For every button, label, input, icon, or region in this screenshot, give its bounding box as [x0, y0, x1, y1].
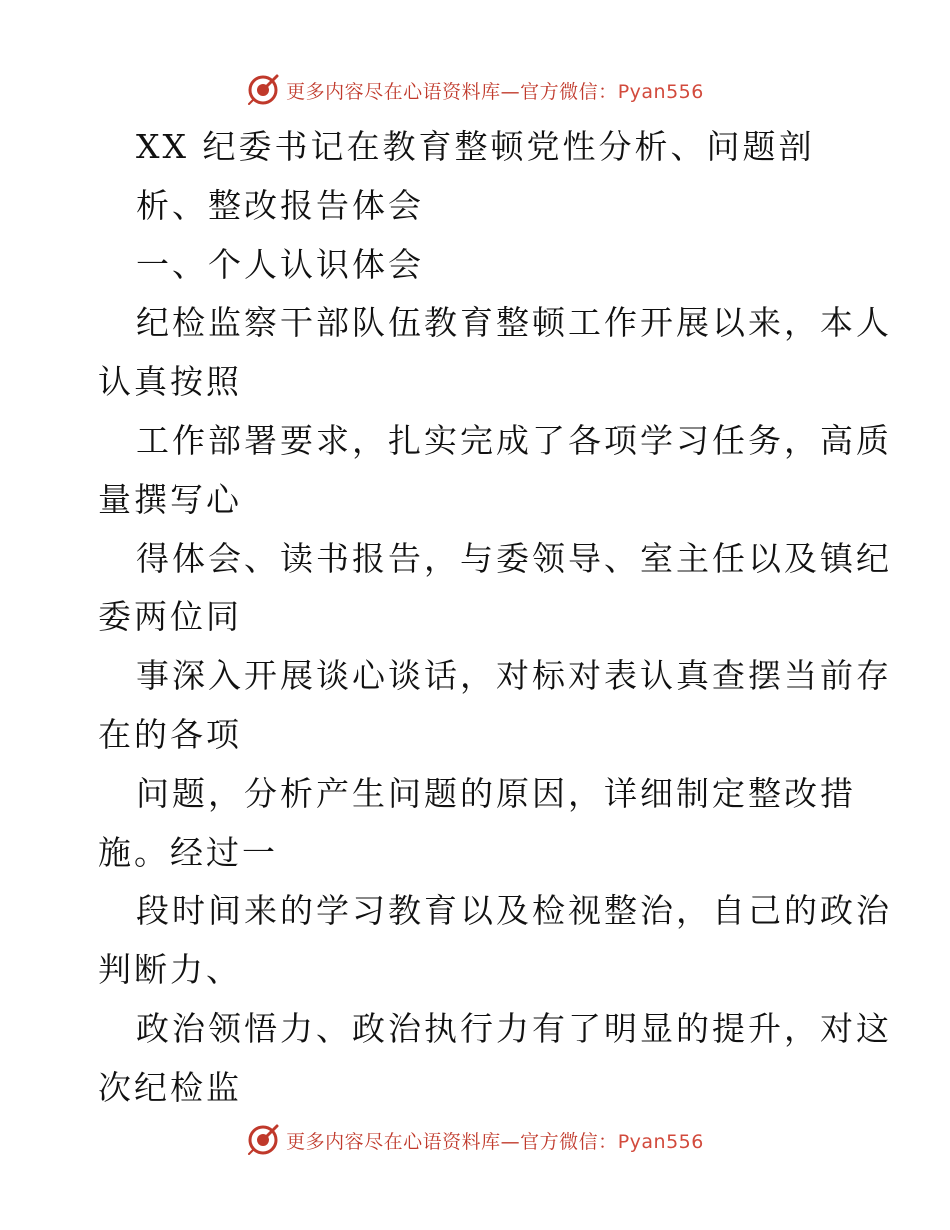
document-line: 段时间来的学习教育以及检视整治，自己的政治: [136, 891, 892, 931]
document-line: 得体会、读书报告，与委领导、室主任以及镇纪: [136, 538, 892, 578]
banner-text: [286, 1127, 704, 1154]
banner-separator: —: [500, 80, 521, 103]
header-banner: [0, 70, 950, 110]
document-line: 委两位同: [98, 597, 242, 637]
document-line: 析、整改报告体会: [136, 185, 424, 225]
banner-contact-label: 官方微信：: [520, 80, 618, 103]
footer-banner: [0, 1120, 950, 1160]
document-line: 判断力、: [98, 950, 242, 990]
document-line: 一、个人认识体会: [136, 244, 424, 284]
banner-contact-label: 官方微信：: [520, 1130, 618, 1153]
document-line: 施。经过一: [98, 832, 278, 872]
document-line: 在的各项: [98, 714, 242, 754]
document-line: XX 纪委书记在教育整顿党性分析、问题剖: [136, 127, 815, 166]
document-line: 问题，分析产生问题的原因，详细制定整改措: [136, 773, 856, 813]
document-line: 工作部署要求，扎实完成了各项学习任务，高质: [136, 420, 892, 460]
document-line: 事深入开展谈心谈话，对标对表认真查摆当前存: [136, 656, 892, 696]
document-line: 量撰写心: [98, 479, 242, 519]
document-line: 政治领悟力、政治执行力有了明显的提升，对这: [136, 1008, 892, 1048]
document-line: 次纪检监: [98, 1067, 242, 1107]
banner-text: [286, 77, 704, 104]
document-line: 认真按照: [98, 362, 242, 402]
document-line: 纪检监察干部队伍教育整顿工作开展以来，本人: [136, 303, 892, 343]
pen-circle-logo-icon: [246, 73, 280, 107]
banner-separator: —: [500, 1130, 521, 1153]
pen-circle-logo-icon: [246, 1123, 280, 1157]
banner-contact-value: Pyan556: [617, 80, 704, 103]
document-body: [98, 118, 892, 1118]
banner-main-text: 更多内容尽在心语资料库: [286, 1130, 501, 1153]
banner-contact-value: Pyan556: [617, 1130, 704, 1153]
banner-main-text: 更多内容尽在心语资料库: [286, 80, 501, 103]
